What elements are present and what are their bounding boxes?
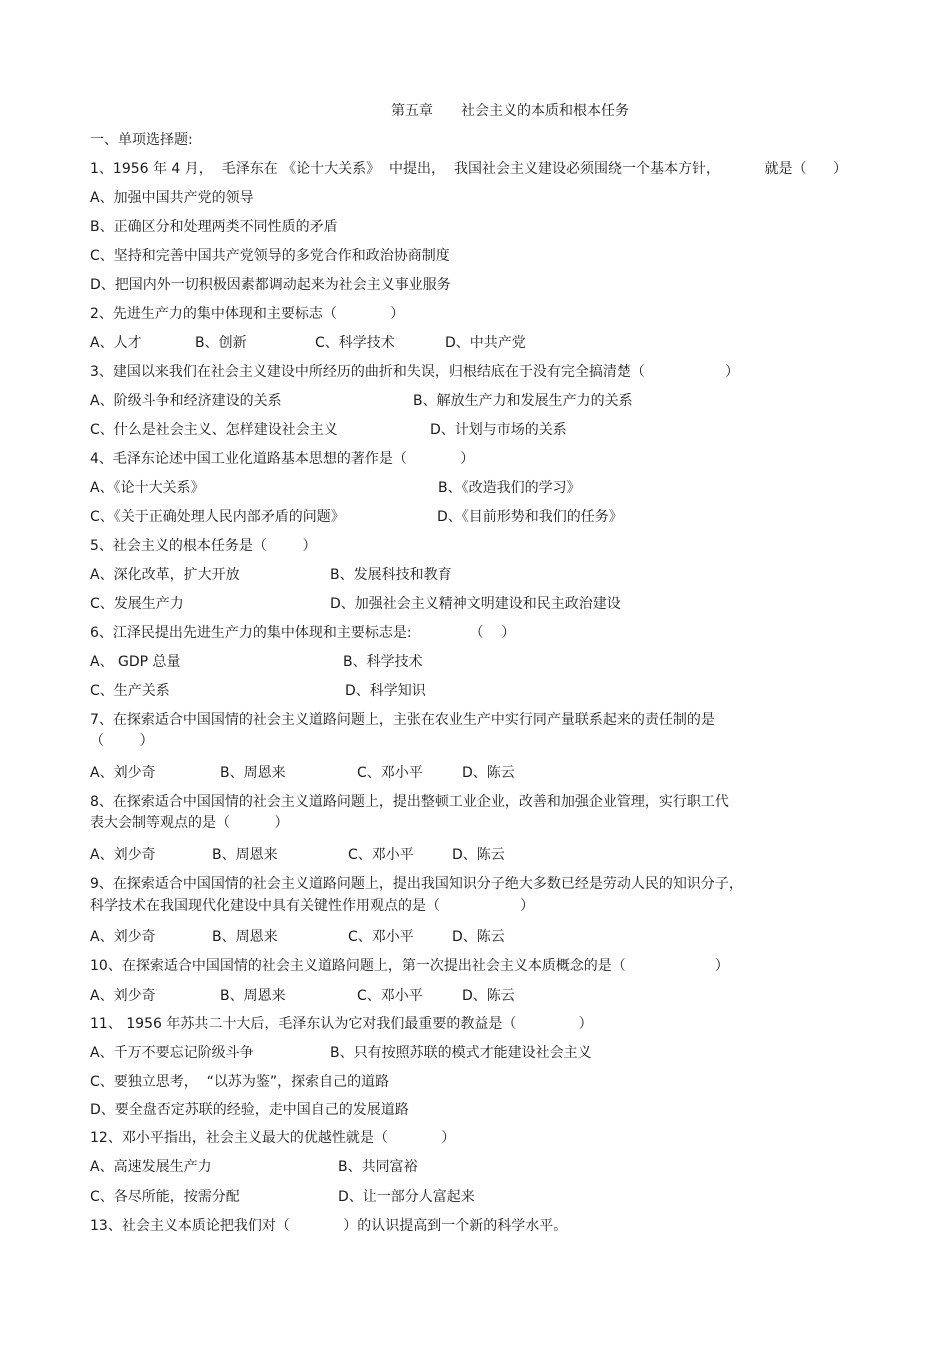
q7-option-c: C、邓小平	[357, 765, 423, 781]
q1-option-a: A、加强中国共产党的领导	[90, 190, 254, 206]
q4-option-a: A、《论十大关系》	[90, 480, 205, 496]
q11-option-b: B、只有按照苏联的模式才能建设社会主义	[330, 1045, 592, 1061]
q5-option-c: C、发展生产力	[90, 596, 184, 612]
q11-option-a: A、千万不要忘记阶级斗争	[90, 1045, 254, 1061]
q3-option-a: A、阶级斗争和经济建设的关系	[90, 393, 282, 409]
q2-option-d: D、中共产党	[445, 335, 526, 351]
q2-option-b: B、创新	[195, 335, 247, 351]
q7-option-d: D、陈云	[462, 765, 515, 781]
q3-option-c: C、什么是社会主义、怎样建设社会主义	[90, 422, 338, 438]
question-7-continued: （ ）	[90, 733, 154, 749]
q10-option-d: D、陈云	[462, 988, 515, 1004]
q1-option-b: B、正确区分和处理两类不同性质的矛盾	[90, 219, 338, 235]
q5-option-b: B、发展科技和教育	[330, 567, 452, 583]
q12-option-c: C、各尽所能，按需分配	[90, 1189, 240, 1205]
q10-option-a: A、刘少奇	[90, 988, 156, 1004]
q11-option-c: C、要独立思考， “以苏为鉴”，探索自己的道路	[90, 1074, 390, 1090]
question-10: 10、在探索适合中国国情的社会主义道路问题上，第一次提出社会主义本质概念的是（ ）	[90, 958, 729, 974]
q12-option-b: B、共同富裕	[338, 1159, 418, 1175]
q6-option-d: D、科学知识	[345, 683, 426, 699]
q5-option-a: A、深化改革，扩大开放	[90, 567, 240, 583]
q10-option-c: C、邓小平	[357, 988, 423, 1004]
question-12: 12、邓小平指出，社会主义最大的优越性就是（ ）	[90, 1130, 456, 1146]
q12-option-d: D、让一部分人富起来	[338, 1189, 475, 1205]
q8-option-d: D、陈云	[452, 847, 505, 863]
q6-option-c: C、生产关系	[90, 683, 170, 699]
q4-option-c: C、《关于正确处理人民内部矛盾的问题》	[90, 509, 345, 525]
q1-option-c: C、坚持和完善中国共产党领导的多党合作和政治协商制度	[90, 248, 450, 264]
q2-option-a: A、人才	[90, 335, 142, 351]
q2-option-c: C、科学技术	[315, 335, 395, 351]
q9-option-d: D、陈云	[452, 929, 505, 945]
q7-option-a: A、刘少奇	[90, 765, 156, 781]
question-7: 7、在探索适合中国国情的社会主义道路问题上，主张在农业生产中实行同产量联系起来的责任制的是	[90, 712, 715, 728]
q7-option-b: B、周恩来	[220, 765, 286, 781]
question-5: 5、社会主义的根本任务是（ ）	[90, 538, 317, 554]
question-13: 13、社会主义本质论把我们对（ ）的认识提高到一个新的科学水平。	[90, 1218, 568, 1234]
question-8: 8、在探索适合中国国情的社会主义道路问题上，提出整顿工业企业，改善和加强企业管理，实行职工代	[90, 794, 729, 810]
q9-option-c: C、邓小平	[348, 929, 414, 945]
q4-option-d: D、《目前形势和我们的任务》	[437, 509, 623, 525]
question-6: 6、江泽民提出先进生产力的集中体现和主要标志是: （ ）	[90, 625, 516, 641]
q1-option-d: D、把国内外一切积极因素都调动起来为社会主义事业服务	[90, 277, 451, 293]
question-8-continued: 表大会制等观点的是（ ）	[90, 815, 289, 831]
q8-option-a: A、刘少奇	[90, 847, 156, 863]
q8-option-b: B、周恩来	[212, 847, 278, 863]
q8-option-c: C、邓小平	[348, 847, 414, 863]
question-1: 1、1956 年 4 月， 毛泽东在 《论十大关系》 中提出， 我国社会主义建设必须围绕一个基本方针， 就是（ ）	[90, 161, 848, 177]
q3-option-d: D、计划与市场的关系	[430, 422, 567, 438]
q6-option-a: A、 GDP 总量	[90, 654, 181, 670]
q3-option-b: B、解放生产力和发展生产力的关系	[413, 393, 633, 409]
q5-option-d: D、加强社会主义精神文明建设和民主政治建设	[330, 596, 621, 612]
question-11: 11、 1956 年苏共二十大后，毛泽东认为它对我们最重要的教益是（ ）	[90, 1016, 593, 1032]
q4-option-b: B、《改造我们的学习》	[438, 480, 581, 496]
section-heading: 一、单项选择题:	[90, 132, 193, 148]
q10-option-b: B、周恩来	[220, 988, 286, 1004]
q11-option-d: D、要全盘否定苏联的经验，走中国自己的发展道路	[90, 1102, 409, 1118]
q9-option-b: B、周恩来	[212, 929, 278, 945]
question-2: 2、先进生产力的集中体现和主要标志（ ）	[90, 306, 405, 322]
question-4: 4、毛泽东论述中国工业化道路基本思想的著作是（ ）	[90, 451, 475, 467]
question-9: 9、在探索适合中国国情的社会主义道路问题上，提出我国知识分子绝大多数已经是劳动人民的知识分子，	[90, 876, 743, 892]
q9-option-a: A、刘少奇	[90, 929, 156, 945]
question-3: 3、建国以来我们在社会主义建设中所经历的曲折和失误，归根结底在于没有完全搞清楚（ ）	[90, 364, 740, 380]
q6-option-b: B、科学技术	[343, 654, 423, 670]
q12-option-a: A、高速发展生产力	[90, 1159, 212, 1175]
chapter-title: 第五章 社会主义的本质和根本任务	[391, 103, 629, 119]
question-9-continued: 科学技术在我国现代化建设中具有关键性作用观点的是（ ）	[90, 898, 535, 914]
